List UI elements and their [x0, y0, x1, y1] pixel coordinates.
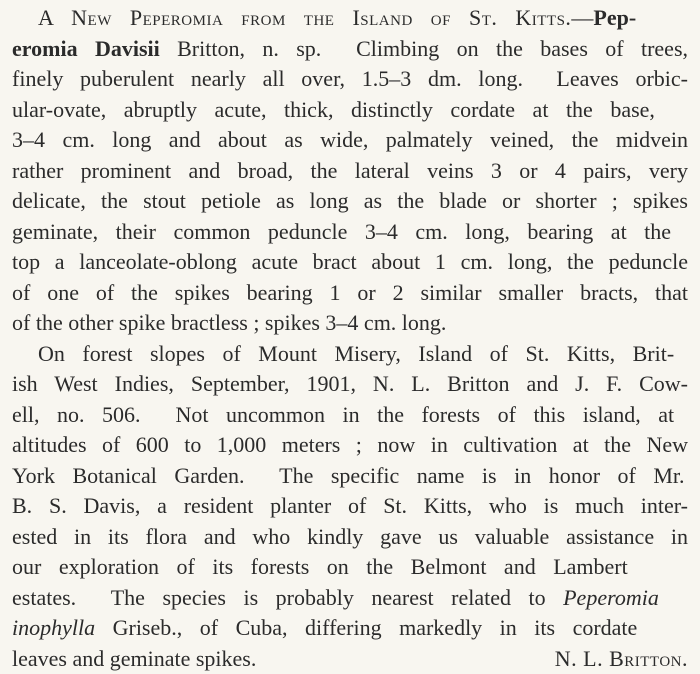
- italic-text: Peperomia: [563, 584, 659, 610]
- body-text: delicate, the stout petiole as long as the blade or shorter ; spikes: [12, 188, 688, 213]
- body-text: of the other spike bractless ; spikes 3–4 cm. long.: [12, 310, 447, 335]
- italic-text: inophylla: [12, 615, 96, 640]
- text-line: [0, 217, 700, 247]
- text-line: [0, 491, 700, 521]
- bold-text: Pep-: [593, 5, 637, 30]
- text-line: [0, 461, 700, 491]
- text-line: [0, 95, 700, 125]
- body-text: 3–4 cm. long and about as wide, palmately veined, the midvein: [12, 127, 688, 152]
- text-line: [0, 583, 700, 613]
- body-text: —: [571, 5, 594, 30]
- text-line: [0, 186, 700, 216]
- body-text: finely puberulent nearly all over, 1.5–3 dm. long. Leaves orbic-: [12, 66, 688, 91]
- body-text: rather prominent and broad, the lateral veins 3 or 4 pairs, very: [12, 157, 688, 183]
- text-line: [0, 552, 700, 582]
- body-text: Griseb., of Cuba, differing markedly in its cordate: [95, 615, 638, 640]
- text-line: [0, 308, 700, 338]
- body-text: altitudes of 600 to 1,000 meters ; now in cultivation at the New: [12, 432, 688, 457]
- body-text: York Botanical Garden. The specific name is in honor of Mr.: [12, 462, 685, 488]
- body-text: geminate, their common peduncle 3–4 cm. long, bearing at the: [12, 218, 672, 244]
- body-text: our exploration of its forests on the Belmont and Lambert: [12, 554, 628, 579]
- body-text: top a lanceolate-oblong acute bract about 1 cm. long, the peduncle: [12, 249, 688, 274]
- text-line: [0, 64, 700, 94]
- text-line: [0, 278, 700, 308]
- text-line: [0, 644, 700, 674]
- text-line: [0, 613, 700, 643]
- text-line: [0, 369, 700, 399]
- text-line: [0, 339, 700, 369]
- body-text: ish West Indies, September, 1901, N. L. Britton and J. F. Cow-: [12, 371, 688, 396]
- body-text: estates. The species is probably nearest related to: [12, 584, 564, 610]
- text-line: [0, 3, 700, 33]
- bold-text: eromia Davisii: [12, 35, 160, 61]
- body-text: leaves and geminate spikes.: [12, 645, 257, 671]
- body-text: of one of the spikes bearing 1 or 2 similar smaller bracts, that: [12, 279, 688, 305]
- body-text: B. S. Davis, a resident planter of St. Kitts, who is much inter-: [12, 493, 688, 518]
- text-line: [0, 522, 700, 552]
- small-caps-text: N. L. Britton.: [554, 645, 688, 671]
- small-caps-text: A New Peperomia from the Island of St. Kitts.: [38, 5, 572, 30]
- body-text: ell, no. 506. Not uncommon in the forests of this island, at: [12, 401, 675, 427]
- text-line: [0, 430, 700, 460]
- body-text: ular-ovate, abruptly acute, thick, distinctly cordate at the base,: [12, 96, 655, 122]
- body-text: Britton, n. sp. Climbing on the bases of trees,: [159, 35, 689, 61]
- text-line: [0, 247, 700, 277]
- body-text: On forest slopes of Mount Misery, Island of St. Kitts, Brit-: [38, 340, 675, 366]
- text-line: [0, 156, 700, 186]
- text-line: [0, 125, 700, 155]
- body-text: ested in its flora and who kindly gave us valuable assistance in: [12, 523, 688, 549]
- text-line: [0, 34, 700, 64]
- text-line: [0, 400, 700, 430]
